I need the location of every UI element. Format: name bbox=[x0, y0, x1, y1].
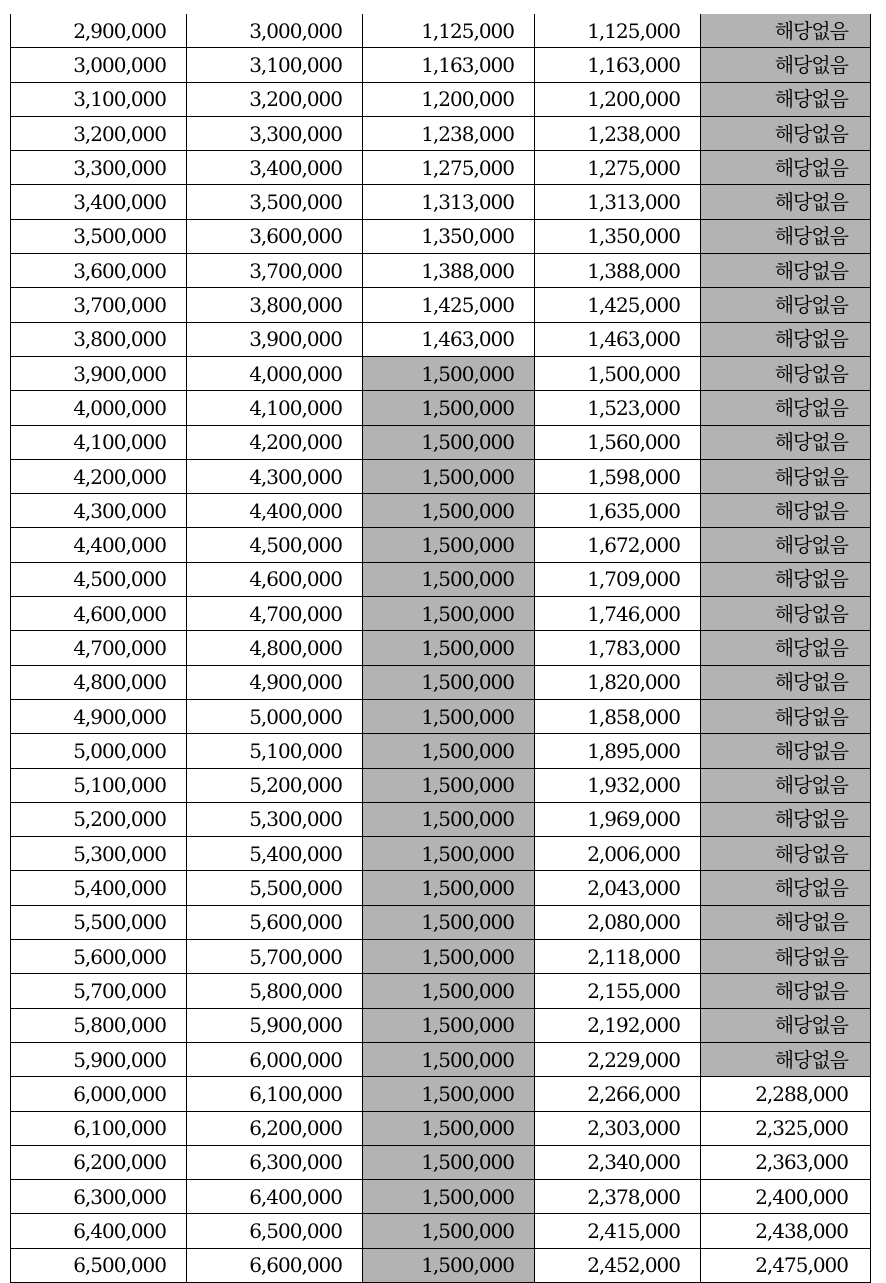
upper-bound-cell: 6,000,000 bbox=[187, 1042, 363, 1076]
table-row bbox=[11, 940, 871, 974]
upper-bound-cell: 6,500,000 bbox=[187, 1214, 363, 1248]
col4-cell: 1,463,000 bbox=[535, 322, 701, 356]
lower-bound-cell: 4,300,000 bbox=[11, 494, 187, 528]
col5-cell: 해당없음 bbox=[701, 254, 871, 288]
col4-cell: 1,672,000 bbox=[535, 528, 701, 562]
lower-bound-cell: 6,100,000 bbox=[11, 1111, 187, 1145]
col4-cell: 2,266,000 bbox=[535, 1077, 701, 1111]
col4-cell: 2,006,000 bbox=[535, 837, 701, 871]
col4-cell: 1,313,000 bbox=[535, 185, 701, 219]
lower-bound-cell: 5,500,000 bbox=[11, 905, 187, 939]
col5-cell: 해당없음 bbox=[701, 425, 871, 459]
col4-cell: 1,635,000 bbox=[535, 494, 701, 528]
upper-bound-cell: 5,100,000 bbox=[187, 734, 363, 768]
upper-bound-cell: 5,300,000 bbox=[187, 802, 363, 836]
col3-cell: 1,238,000 bbox=[363, 116, 535, 150]
table-row bbox=[11, 1008, 871, 1042]
upper-bound-cell: 6,200,000 bbox=[187, 1111, 363, 1145]
upper-bound-cell: 4,700,000 bbox=[187, 597, 363, 631]
table-row bbox=[11, 974, 871, 1008]
col3-cell: 1,500,000 bbox=[363, 665, 535, 699]
col3-cell: 1,500,000 bbox=[363, 802, 535, 836]
col5-cell: 해당없음 bbox=[701, 871, 871, 905]
col3-cell: 1,500,000 bbox=[363, 1008, 535, 1042]
col4-cell: 1,125,000 bbox=[535, 14, 701, 48]
upper-bound-cell: 4,800,000 bbox=[187, 631, 363, 665]
col5-cell: 2,438,000 bbox=[701, 1214, 871, 1248]
table-row bbox=[11, 14, 871, 48]
col5-cell: 해당없음 bbox=[701, 82, 871, 116]
col3-cell: 1,200,000 bbox=[363, 82, 535, 116]
col5-cell: 해당없음 bbox=[701, 322, 871, 356]
upper-bound-cell: 3,500,000 bbox=[187, 185, 363, 219]
lower-bound-cell: 3,000,000 bbox=[11, 48, 187, 82]
upper-bound-cell: 4,100,000 bbox=[187, 391, 363, 425]
upper-bound-cell: 3,600,000 bbox=[187, 219, 363, 253]
upper-bound-cell: 6,300,000 bbox=[187, 1145, 363, 1179]
lower-bound-cell: 5,000,000 bbox=[11, 734, 187, 768]
table-row bbox=[11, 1111, 871, 1145]
col5-cell: 해당없음 bbox=[701, 940, 871, 974]
lower-bound-cell: 3,600,000 bbox=[11, 254, 187, 288]
col5-cell: 해당없음 bbox=[701, 905, 871, 939]
upper-bound-cell: 3,900,000 bbox=[187, 322, 363, 356]
table-row bbox=[11, 219, 871, 253]
table-row bbox=[11, 82, 871, 116]
table-row bbox=[11, 356, 871, 390]
table-row bbox=[11, 185, 871, 219]
table-row bbox=[11, 665, 871, 699]
col5-cell: 해당없음 bbox=[701, 631, 871, 665]
col4-cell: 1,163,000 bbox=[535, 48, 701, 82]
col5-cell: 2,325,000 bbox=[701, 1111, 871, 1145]
col5-cell: 2,363,000 bbox=[701, 1145, 871, 1179]
col5-cell: 해당없음 bbox=[701, 665, 871, 699]
col4-cell: 1,523,000 bbox=[535, 391, 701, 425]
table-row bbox=[11, 322, 871, 356]
col4-cell: 2,340,000 bbox=[535, 1145, 701, 1179]
col3-cell: 1,500,000 bbox=[363, 494, 535, 528]
col4-cell: 1,709,000 bbox=[535, 562, 701, 596]
col4-cell: 2,452,000 bbox=[535, 1248, 701, 1282]
table-row bbox=[11, 528, 871, 562]
table-row bbox=[11, 391, 871, 425]
col5-cell: 해당없음 bbox=[701, 14, 871, 48]
col5-cell: 해당없음 bbox=[701, 562, 871, 596]
table-row bbox=[11, 48, 871, 82]
col5-cell: 2,400,000 bbox=[701, 1180, 871, 1214]
upper-bound-cell: 3,400,000 bbox=[187, 151, 363, 185]
lower-bound-cell: 3,500,000 bbox=[11, 219, 187, 253]
col4-cell: 1,746,000 bbox=[535, 597, 701, 631]
upper-bound-cell: 5,800,000 bbox=[187, 974, 363, 1008]
upper-bound-cell: 6,400,000 bbox=[187, 1180, 363, 1214]
lower-bound-cell: 5,800,000 bbox=[11, 1008, 187, 1042]
col5-cell: 해당없음 bbox=[701, 459, 871, 493]
upper-bound-cell: 5,400,000 bbox=[187, 837, 363, 871]
col4-cell: 1,598,000 bbox=[535, 459, 701, 493]
col5-cell: 해당없음 bbox=[701, 494, 871, 528]
col3-cell: 1,500,000 bbox=[363, 1077, 535, 1111]
table-row bbox=[11, 1145, 871, 1179]
col3-cell: 1,125,000 bbox=[363, 14, 535, 48]
col4-cell: 2,043,000 bbox=[535, 871, 701, 905]
lower-bound-cell: 5,400,000 bbox=[11, 871, 187, 905]
wage-table bbox=[10, 14, 871, 1283]
table-row bbox=[11, 1248, 871, 1282]
col5-cell: 해당없음 bbox=[701, 391, 871, 425]
lower-bound-cell: 4,400,000 bbox=[11, 528, 187, 562]
upper-bound-cell: 3,100,000 bbox=[187, 48, 363, 82]
lower-bound-cell: 4,800,000 bbox=[11, 665, 187, 699]
lower-bound-cell: 4,600,000 bbox=[11, 597, 187, 631]
col3-cell: 1,500,000 bbox=[363, 837, 535, 871]
upper-bound-cell: 5,900,000 bbox=[187, 1008, 363, 1042]
table-row bbox=[11, 1180, 871, 1214]
table-row bbox=[11, 459, 871, 493]
upper-bound-cell: 6,100,000 bbox=[187, 1077, 363, 1111]
col5-cell: 해당없음 bbox=[701, 974, 871, 1008]
lower-bound-cell: 3,200,000 bbox=[11, 116, 187, 150]
col4-cell: 1,500,000 bbox=[535, 356, 701, 390]
upper-bound-cell: 6,600,000 bbox=[187, 1248, 363, 1282]
col3-cell: 1,500,000 bbox=[363, 734, 535, 768]
upper-bound-cell: 3,200,000 bbox=[187, 82, 363, 116]
lower-bound-cell: 6,400,000 bbox=[11, 1214, 187, 1248]
lower-bound-cell: 3,100,000 bbox=[11, 82, 187, 116]
col3-cell: 1,500,000 bbox=[363, 528, 535, 562]
col3-cell: 1,388,000 bbox=[363, 254, 535, 288]
col4-cell: 2,080,000 bbox=[535, 905, 701, 939]
col3-cell: 1,163,000 bbox=[363, 48, 535, 82]
col4-cell: 2,118,000 bbox=[535, 940, 701, 974]
lower-bound-cell: 4,100,000 bbox=[11, 425, 187, 459]
lower-bound-cell: 3,300,000 bbox=[11, 151, 187, 185]
lower-bound-cell: 5,900,000 bbox=[11, 1042, 187, 1076]
col5-cell: 해당없음 bbox=[701, 837, 871, 871]
table-row bbox=[11, 1077, 871, 1111]
col3-cell: 1,500,000 bbox=[363, 1180, 535, 1214]
table-row bbox=[11, 597, 871, 631]
table-row bbox=[11, 905, 871, 939]
lower-bound-cell: 5,300,000 bbox=[11, 837, 187, 871]
table-row bbox=[11, 254, 871, 288]
table-row bbox=[11, 631, 871, 665]
col5-cell: 해당없음 bbox=[701, 151, 871, 185]
col4-cell: 1,820,000 bbox=[535, 665, 701, 699]
col5-cell: 해당없음 bbox=[701, 288, 871, 322]
upper-bound-cell: 5,000,000 bbox=[187, 699, 363, 733]
col5-cell: 해당없음 bbox=[701, 185, 871, 219]
col3-cell: 1,500,000 bbox=[363, 425, 535, 459]
col4-cell: 1,895,000 bbox=[535, 734, 701, 768]
col4-cell: 1,969,000 bbox=[535, 802, 701, 836]
col5-cell: 해당없음 bbox=[701, 356, 871, 390]
upper-bound-cell: 4,200,000 bbox=[187, 425, 363, 459]
col5-cell: 해당없음 bbox=[701, 219, 871, 253]
lower-bound-cell: 4,000,000 bbox=[11, 391, 187, 425]
col3-cell: 1,500,000 bbox=[363, 768, 535, 802]
upper-bound-cell: 4,400,000 bbox=[187, 494, 363, 528]
col4-cell: 1,425,000 bbox=[535, 288, 701, 322]
upper-bound-cell: 4,300,000 bbox=[187, 459, 363, 493]
lower-bound-cell: 3,800,000 bbox=[11, 322, 187, 356]
col3-cell: 1,500,000 bbox=[363, 1042, 535, 1076]
upper-bound-cell: 3,700,000 bbox=[187, 254, 363, 288]
table-row bbox=[11, 802, 871, 836]
table-row bbox=[11, 699, 871, 733]
upper-bound-cell: 5,200,000 bbox=[187, 768, 363, 802]
col4-cell: 1,350,000 bbox=[535, 219, 701, 253]
table-row bbox=[11, 562, 871, 596]
col3-cell: 1,500,000 bbox=[363, 1248, 535, 1282]
col4-cell: 1,858,000 bbox=[535, 699, 701, 733]
col4-cell: 1,275,000 bbox=[535, 151, 701, 185]
col3-cell: 1,500,000 bbox=[363, 699, 535, 733]
col5-cell: 해당없음 bbox=[701, 1042, 871, 1076]
col4-cell: 2,303,000 bbox=[535, 1111, 701, 1145]
upper-bound-cell: 4,900,000 bbox=[187, 665, 363, 699]
table-row bbox=[11, 151, 871, 185]
lower-bound-cell: 6,000,000 bbox=[11, 1077, 187, 1111]
table-row bbox=[11, 494, 871, 528]
col4-cell: 2,155,000 bbox=[535, 974, 701, 1008]
lower-bound-cell: 3,900,000 bbox=[11, 356, 187, 390]
upper-bound-cell: 3,300,000 bbox=[187, 116, 363, 150]
col5-cell: 해당없음 bbox=[701, 48, 871, 82]
col4-cell: 1,932,000 bbox=[535, 768, 701, 802]
upper-bound-cell: 5,500,000 bbox=[187, 871, 363, 905]
col5-cell: 해당없음 bbox=[701, 528, 871, 562]
col3-cell: 1,500,000 bbox=[363, 974, 535, 1008]
col4-cell: 2,378,000 bbox=[535, 1180, 701, 1214]
col4-cell: 1,238,000 bbox=[535, 116, 701, 150]
lower-bound-cell: 5,600,000 bbox=[11, 940, 187, 974]
table-row bbox=[11, 1214, 871, 1248]
upper-bound-cell: 3,000,000 bbox=[187, 14, 363, 48]
col4-cell: 1,560,000 bbox=[535, 425, 701, 459]
upper-bound-cell: 5,700,000 bbox=[187, 940, 363, 974]
col5-cell: 해당없음 bbox=[701, 597, 871, 631]
upper-bound-cell: 4,600,000 bbox=[187, 562, 363, 596]
upper-bound-cell: 5,600,000 bbox=[187, 905, 363, 939]
col3-cell: 1,500,000 bbox=[363, 1111, 535, 1145]
lower-bound-cell: 4,900,000 bbox=[11, 699, 187, 733]
col3-cell: 1,275,000 bbox=[363, 151, 535, 185]
table-row bbox=[11, 837, 871, 871]
col3-cell: 1,313,000 bbox=[363, 185, 535, 219]
table-row bbox=[11, 1042, 871, 1076]
col3-cell: 1,500,000 bbox=[363, 871, 535, 905]
lower-bound-cell: 3,700,000 bbox=[11, 288, 187, 322]
col5-cell: 해당없음 bbox=[701, 699, 871, 733]
col3-cell: 1,500,000 bbox=[363, 391, 535, 425]
lower-bound-cell: 5,100,000 bbox=[11, 768, 187, 802]
col4-cell: 1,200,000 bbox=[535, 82, 701, 116]
col5-cell: 해당없음 bbox=[701, 734, 871, 768]
table-row bbox=[11, 734, 871, 768]
col3-cell: 1,500,000 bbox=[363, 631, 535, 665]
col3-cell: 1,425,000 bbox=[363, 288, 535, 322]
col3-cell: 1,463,000 bbox=[363, 322, 535, 356]
lower-bound-cell: 5,700,000 bbox=[11, 974, 187, 1008]
col5-cell: 해당없음 bbox=[701, 768, 871, 802]
upper-bound-cell: 4,000,000 bbox=[187, 356, 363, 390]
table-row bbox=[11, 768, 871, 802]
lower-bound-cell: 3,400,000 bbox=[11, 185, 187, 219]
col3-cell: 1,500,000 bbox=[363, 940, 535, 974]
col4-cell: 2,415,000 bbox=[535, 1214, 701, 1248]
col3-cell: 1,500,000 bbox=[363, 459, 535, 493]
col5-cell: 해당없음 bbox=[701, 1008, 871, 1042]
col5-cell: 해당없음 bbox=[701, 116, 871, 150]
lower-bound-cell: 6,200,000 bbox=[11, 1145, 187, 1179]
table-row bbox=[11, 288, 871, 322]
col5-cell: 2,475,000 bbox=[701, 1248, 871, 1282]
col4-cell: 1,388,000 bbox=[535, 254, 701, 288]
lower-bound-cell: 4,200,000 bbox=[11, 459, 187, 493]
col4-cell: 2,192,000 bbox=[535, 1008, 701, 1042]
col4-cell: 2,229,000 bbox=[535, 1042, 701, 1076]
col4-cell: 1,783,000 bbox=[535, 631, 701, 665]
table-row bbox=[11, 871, 871, 905]
col3-cell: 1,500,000 bbox=[363, 356, 535, 390]
table-body bbox=[11, 14, 871, 1282]
lower-bound-cell: 4,500,000 bbox=[11, 562, 187, 596]
table-row bbox=[11, 425, 871, 459]
upper-bound-cell: 3,800,000 bbox=[187, 288, 363, 322]
lower-bound-cell: 5,200,000 bbox=[11, 802, 187, 836]
col5-cell: 2,288,000 bbox=[701, 1077, 871, 1111]
col3-cell: 1,500,000 bbox=[363, 1145, 535, 1179]
col3-cell: 1,500,000 bbox=[363, 562, 535, 596]
lower-bound-cell: 6,500,000 bbox=[11, 1248, 187, 1282]
col3-cell: 1,500,000 bbox=[363, 905, 535, 939]
col3-cell: 1,500,000 bbox=[363, 597, 535, 631]
col3-cell: 1,500,000 bbox=[363, 1214, 535, 1248]
col3-cell: 1,350,000 bbox=[363, 219, 535, 253]
col5-cell: 해당없음 bbox=[701, 802, 871, 836]
lower-bound-cell: 2,900,000 bbox=[11, 14, 187, 48]
upper-bound-cell: 4,500,000 bbox=[187, 528, 363, 562]
table-row bbox=[11, 116, 871, 150]
lower-bound-cell: 4,700,000 bbox=[11, 631, 187, 665]
lower-bound-cell: 6,300,000 bbox=[11, 1180, 187, 1214]
